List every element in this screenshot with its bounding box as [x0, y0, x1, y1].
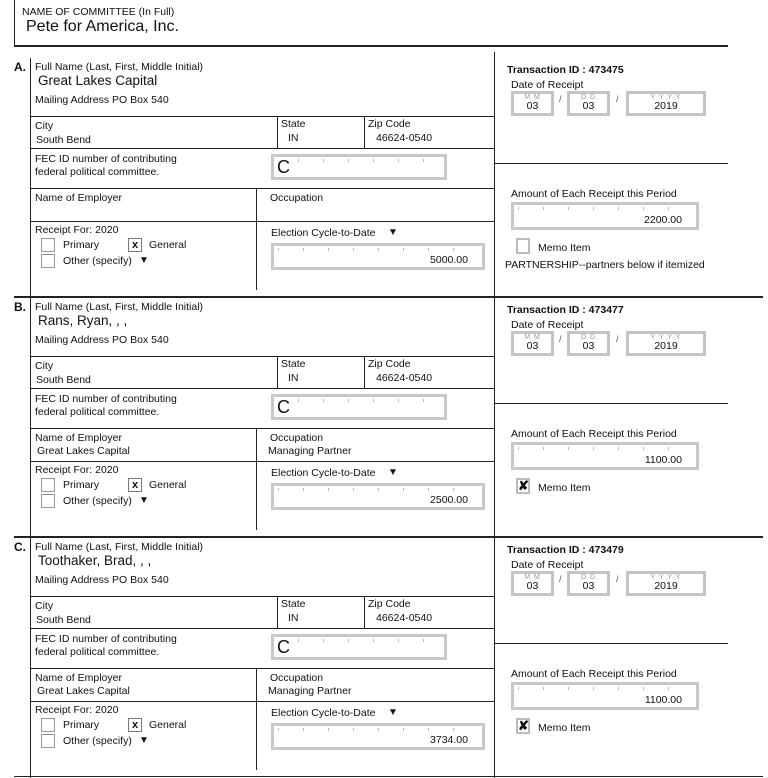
year-field[interactable] — [626, 91, 706, 116]
full-name-value[interactable]: Rans, Ryan, , , — [38, 313, 128, 328]
memo-item-label: Memo Item — [538, 482, 591, 494]
general-checkbox[interactable]: x — [128, 238, 142, 252]
row-divider — [30, 148, 494, 149]
amount-value: 1100.00 — [644, 454, 682, 466]
receipt-for-text: Receipt For: — [35, 224, 93, 236]
primary-label: Primary — [63, 719, 100, 731]
header-divider — [14, 45, 728, 47]
amount-ticks — [518, 687, 692, 690]
amount-value: 1100.00 — [644, 694, 682, 706]
receipt-cycle-divider — [256, 461, 257, 530]
fec-id-input[interactable] — [271, 394, 447, 420]
fec-id-ticks — [298, 399, 440, 402]
amount-field[interactable] — [511, 202, 699, 230]
transaction-id: Transaction ID : 473477 — [507, 304, 624, 316]
fec-id-label-2: federal political committee. — [35, 406, 160, 418]
row-divider — [30, 356, 494, 357]
fec-prefix: C — [277, 637, 290, 657]
employer-occupation-divider — [256, 668, 257, 701]
election-cycle-amount: 5000.00 — [430, 254, 468, 266]
other-dropdown-icon[interactable]: ▼ — [139, 735, 149, 746]
month-field[interactable] — [511, 331, 554, 356]
year-field[interactable] — [626, 571, 706, 596]
date-slash: / — [616, 94, 619, 104]
receipt-cycle-divider — [256, 701, 257, 770]
fec-id-ticks — [298, 159, 440, 162]
zip-label: Zip Code — [368, 358, 411, 370]
full-name-value[interactable]: Toothaker, Brad, , , — [38, 553, 152, 568]
fec-id-ticks — [298, 639, 440, 642]
day-placeholder: D D — [580, 574, 597, 581]
election-cycle-dropdown-icon[interactable]: ▼ — [388, 707, 398, 718]
primary-label: Primary — [63, 479, 100, 491]
date-slash: / — [616, 334, 619, 344]
general-checkbox[interactable]: x — [128, 478, 142, 492]
receipt-entry-b — [0, 292, 768, 532]
amount-value: 2200.00 — [644, 214, 682, 226]
receipt-entry-c — [0, 532, 768, 772]
date-of-receipt-label: Date of Receipt — [511, 319, 584, 331]
header-left-border — [14, 0, 15, 46]
election-cycle-amount-field[interactable] — [271, 483, 485, 510]
row-divider — [30, 388, 494, 389]
employer-label: Name of Employer — [35, 432, 122, 444]
month-placeholder: M M — [524, 334, 541, 341]
zip-label: Zip Code — [368, 598, 411, 610]
full-name-value[interactable]: Great Lakes Capital — [38, 73, 158, 88]
city-state-divider — [277, 596, 278, 628]
city-label: City — [35, 600, 54, 612]
election-cycle-label: Election Cycle-to-Date — [271, 227, 376, 239]
mailing-address-label — [35, 334, 169, 346]
day-placeholder: D D — [580, 94, 597, 101]
row-divider — [30, 461, 494, 462]
general-label: General — [149, 239, 187, 251]
other-checkbox[interactable] — [41, 254, 55, 268]
state-value[interactable]: IN — [288, 372, 299, 384]
row-divider — [30, 116, 494, 117]
mailing-address-value[interactable]: PO Box 540 — [112, 334, 169, 346]
election-cycle-dropdown-icon[interactable]: ▼ — [388, 467, 398, 478]
mailing-address-label — [35, 574, 169, 586]
fec-id-label-1: FEC ID number of contributing — [35, 393, 177, 405]
row-divider — [30, 701, 494, 702]
memo-checkbox[interactable] — [516, 238, 530, 254]
date-of-receipt-label: Date of Receipt — [511, 79, 584, 91]
committee-name: Pete for America, Inc. — [26, 18, 179, 35]
occupation-value[interactable]: Managing Partner — [268, 445, 352, 457]
entry-bottom-divider — [14, 776, 763, 777]
day-value: 03 — [582, 580, 595, 592]
row-divider — [30, 221, 494, 222]
receipt-for-label — [35, 224, 118, 236]
state-label: State — [281, 118, 306, 130]
year-placeholder: Y Y Y Y — [650, 94, 682, 101]
right-column-border — [494, 532, 495, 778]
amount-ticks — [278, 728, 478, 731]
city-state-divider — [277, 116, 278, 148]
transaction-id: Transaction ID : 473479 — [507, 544, 624, 556]
memo-item-label: Memo Item — [538, 242, 591, 254]
election-cycle-amount-field[interactable] — [271, 723, 485, 750]
right-row-divider — [494, 643, 728, 644]
amount-receipt-label: Amount of Each Receipt this Period — [511, 668, 677, 680]
state-zip-divider — [364, 356, 365, 388]
occupation-label: Occupation — [270, 432, 324, 444]
day-value: 03 — [582, 340, 595, 352]
month-value: 03 — [526, 340, 539, 352]
row-divider — [30, 668, 494, 669]
state-zip-divider — [364, 116, 365, 148]
year-value: 2019 — [654, 100, 678, 112]
employer-occupation-divider — [256, 428, 257, 461]
employer-value[interactable]: Great Lakes Capital — [37, 445, 130, 457]
city-state-divider — [277, 356, 278, 388]
month-placeholder: M M — [524, 574, 541, 581]
memo-checkbox[interactable]: ✘ — [518, 478, 529, 493]
fec-id-label-1: FEC ID number of contributing — [35, 153, 177, 165]
employer-label: Name of Employer — [35, 192, 122, 204]
amount-field[interactable] — [511, 682, 699, 710]
memo-note: PARTNERSHIP--partners below if itemized — [505, 259, 705, 271]
mailing-address-value[interactable]: PO Box 540 — [112, 94, 169, 106]
employer-label: Name of Employer — [35, 672, 122, 684]
receipt-cycle-divider — [256, 221, 257, 290]
receipt-for-text: Receipt For: — [35, 704, 93, 716]
entry-letter: A. — [14, 60, 26, 74]
zip-label: Zip Code — [368, 118, 411, 130]
mailing-address-label-text: Mailing Address — [35, 94, 110, 106]
city-label: City — [35, 360, 54, 372]
year-placeholder: Y Y Y Y — [650, 334, 682, 341]
election-cycle-amount-field[interactable] — [271, 243, 485, 270]
month-value: 03 — [526, 580, 539, 592]
city-value[interactable]: South Bend — [36, 374, 91, 386]
full-name-label: Full Name (Last, First, Middle Initial) — [35, 61, 204, 73]
general-checkbox[interactable]: x — [128, 718, 142, 732]
date-slash: / — [559, 94, 562, 104]
receipt-for-year[interactable]: 2020 — [95, 224, 119, 236]
left-border — [30, 461, 31, 530]
election-cycle-label: Election Cycle-to-Date — [271, 467, 376, 479]
state-label: State — [281, 598, 306, 610]
month-value: 03 — [526, 100, 539, 112]
date-slash: / — [559, 574, 562, 584]
row-divider — [30, 188, 494, 189]
city-value[interactable]: South Bend — [36, 134, 91, 146]
month-field[interactable] — [511, 571, 554, 596]
primary-label: Primary — [63, 239, 100, 251]
full-name-label: Full Name (Last, First, Middle Initial) — [35, 541, 204, 553]
city-value[interactable]: South Bend — [36, 614, 91, 626]
right-column-border — [494, 292, 495, 538]
entry-letter: C. — [14, 540, 26, 554]
receipt-entry-a — [0, 52, 768, 292]
fec-id-input[interactable] — [271, 634, 447, 660]
election-cycle-amount: 2500.00 — [430, 494, 468, 506]
row-divider — [30, 428, 494, 429]
other-dropdown-icon[interactable]: ▼ — [139, 255, 149, 266]
zip-value[interactable]: 46624-0540 — [376, 372, 433, 384]
year-value: 2019 — [654, 340, 678, 352]
fec-id-label-1: FEC ID number of contributing — [35, 633, 177, 645]
day-value: 03 — [582, 100, 595, 112]
occupation-label: Occupation — [270, 672, 324, 684]
primary-checkbox[interactable] — [41, 238, 55, 252]
mailing-address-label — [35, 94, 169, 106]
day-placeholder: D D — [580, 334, 597, 341]
city-label: City — [35, 120, 54, 132]
receipt-for-label — [35, 464, 118, 476]
year-placeholder: Y Y Y Y — [650, 574, 682, 581]
occupation-value[interactable]: Managing Partner — [268, 685, 352, 697]
receipt-for-label — [35, 704, 118, 716]
memo-item-label: Memo Item — [538, 722, 591, 734]
month-placeholder: M M — [524, 94, 541, 101]
full-name-label: Full Name (Last, First, Middle Initial) — [35, 301, 204, 313]
state-value[interactable]: IN — [288, 132, 299, 144]
memo-checkbox[interactable]: ✘ — [518, 718, 529, 733]
date-of-receipt-label: Date of Receipt — [511, 559, 584, 571]
fec-id-label-2: federal political committee. — [35, 646, 160, 658]
receipt-for-text: Receipt For: — [35, 464, 93, 476]
state-label: State — [281, 358, 306, 370]
state-zip-divider — [364, 596, 365, 628]
mailing-address-value[interactable]: PO Box 540 — [112, 574, 169, 586]
month-field[interactable] — [511, 91, 554, 116]
row-divider — [30, 596, 494, 597]
employer-occupation-divider — [256, 188, 257, 221]
other-label: Other (specify) — [63, 255, 132, 267]
amount-ticks — [278, 488, 478, 491]
day-field[interactable] — [567, 331, 610, 356]
other-dropdown-icon[interactable]: ▼ — [139, 495, 149, 506]
amount-receipt-label: Amount of Each Receipt this Period — [511, 428, 677, 440]
primary-checkbox[interactable] — [41, 478, 55, 492]
other-checkbox[interactable] — [41, 494, 55, 508]
amount-ticks — [278, 248, 478, 251]
receipt-for-year[interactable]: 2020 — [95, 464, 119, 476]
entry-letter: B. — [14, 300, 26, 314]
amount-field[interactable] — [511, 442, 699, 470]
primary-checkbox[interactable] — [41, 718, 55, 732]
other-label: Other (specify) — [63, 495, 132, 507]
election-cycle-label: Election Cycle-to-Date — [271, 707, 376, 719]
fec-id-input[interactable] — [271, 154, 447, 180]
other-checkbox[interactable] — [41, 734, 55, 748]
zip-value[interactable]: 46624-0540 — [376, 612, 433, 624]
mailing-address-label-text: Mailing Address — [35, 574, 110, 586]
fec-prefix: C — [277, 397, 290, 417]
right-row-divider — [494, 163, 728, 164]
day-field[interactable] — [567, 91, 610, 116]
election-cycle-dropdown-icon[interactable]: ▼ — [388, 227, 398, 238]
year-field[interactable] — [626, 331, 706, 356]
date-slash: / — [616, 574, 619, 584]
left-border — [30, 701, 31, 770]
amount-receipt-label: Amount of Each Receipt this Period — [511, 188, 677, 200]
committee-label: NAME OF COMMITTEE (In Full) — [22, 6, 175, 18]
other-label: Other (specify) — [63, 735, 132, 747]
election-cycle-amount: 3734.00 — [430, 734, 468, 746]
year-value: 2019 — [654, 580, 678, 592]
date-slash: / — [559, 334, 562, 344]
right-column-border — [494, 52, 495, 298]
general-label: General — [149, 479, 187, 491]
zip-value[interactable]: 46624-0540 — [376, 132, 433, 144]
state-value[interactable]: IN — [288, 612, 299, 624]
mailing-address-label-text: Mailing Address — [35, 334, 110, 346]
fec-id-label-2: federal political committee. — [35, 166, 160, 178]
occupation-label: Occupation — [270, 192, 324, 204]
right-row-divider — [494, 403, 728, 404]
fec-prefix: C — [277, 157, 290, 177]
amount-ticks — [518, 447, 692, 450]
general-label: General — [149, 719, 187, 731]
receipt-for-year[interactable]: 2020 — [95, 704, 119, 716]
amount-ticks — [518, 207, 692, 210]
employer-value[interactable]: Great Lakes Capital — [37, 685, 130, 697]
row-divider — [30, 628, 494, 629]
left-border — [30, 221, 31, 290]
transaction-id: Transaction ID : 473475 — [507, 64, 624, 76]
day-field[interactable] — [567, 571, 610, 596]
